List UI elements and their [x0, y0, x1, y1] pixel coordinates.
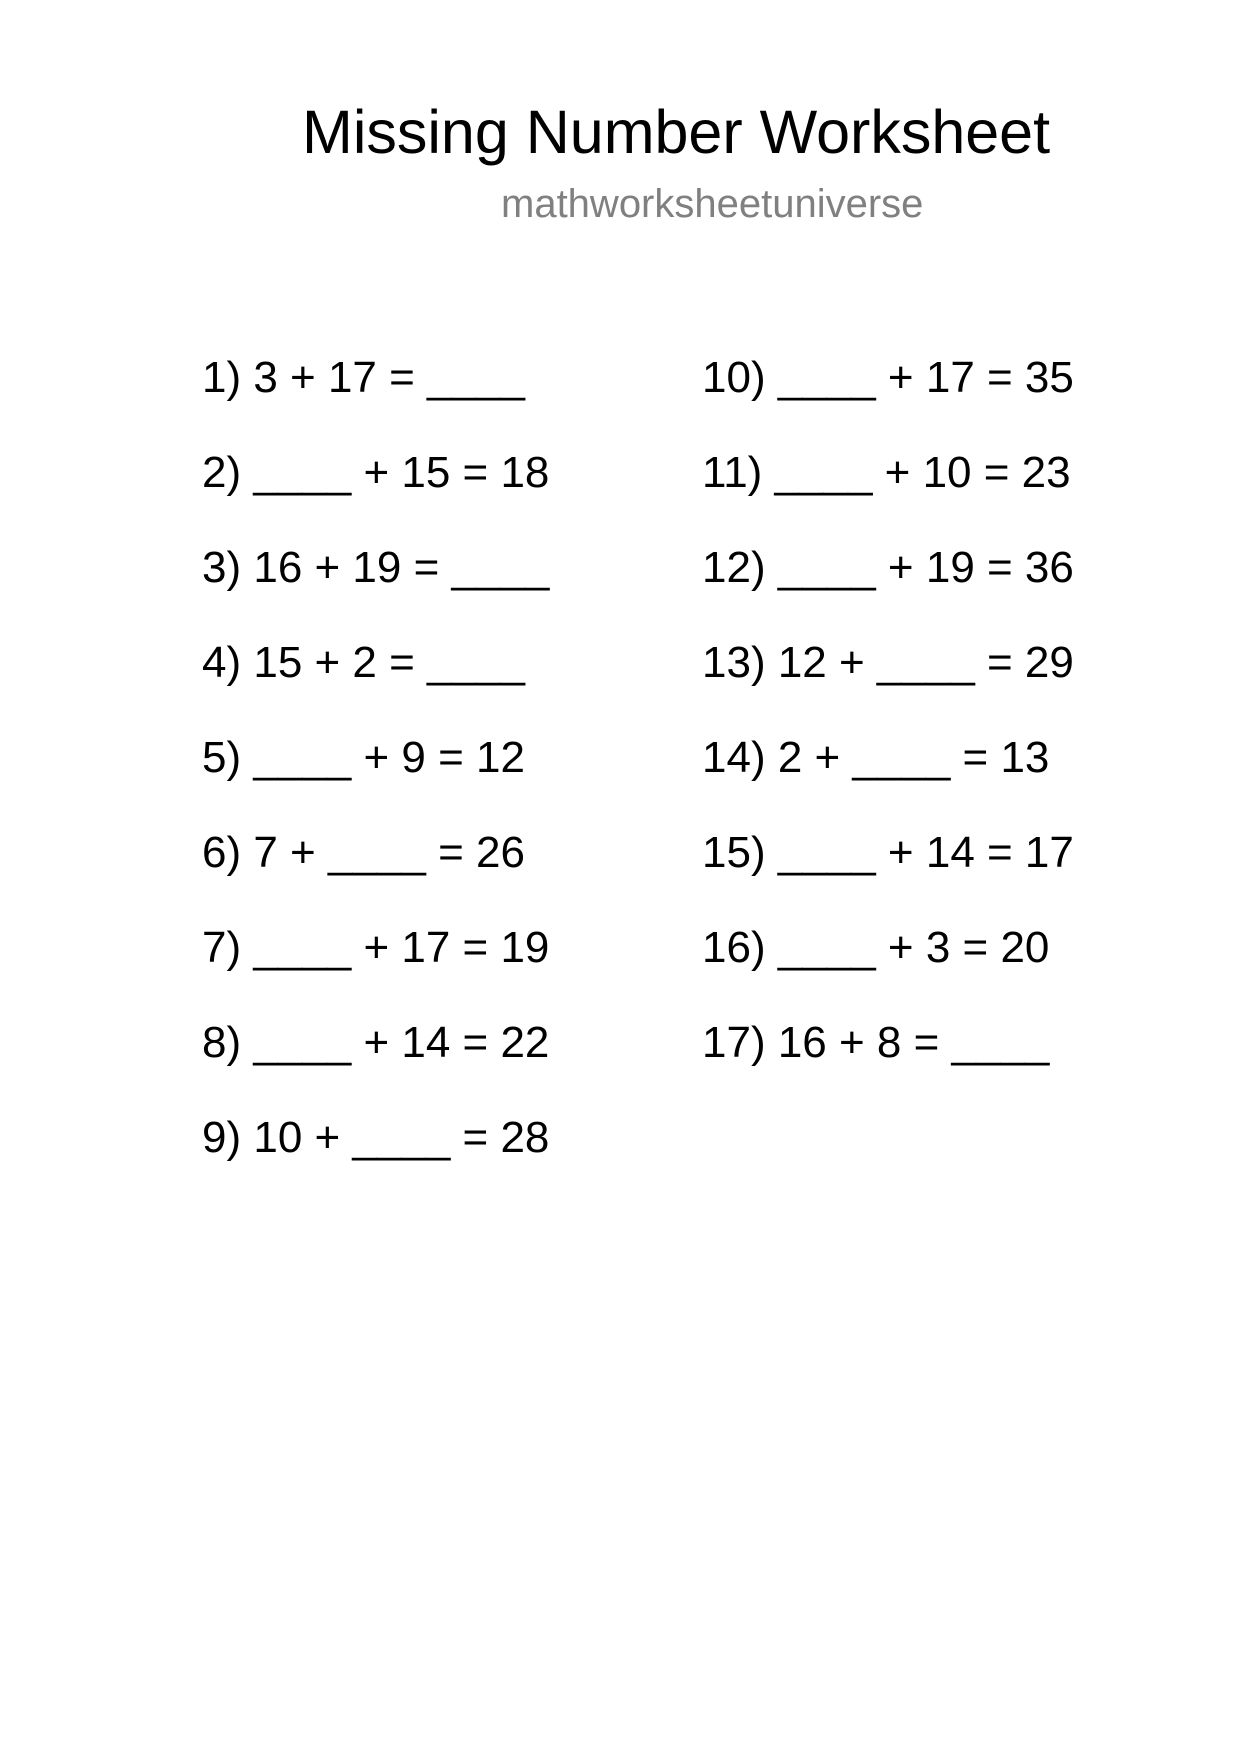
problem-10: 10) ____ + 17 = 35 — [702, 353, 1074, 402]
problem-5: 5) ____ + 9 = 12 — [202, 733, 525, 782]
worksheet-title: Missing Number Worksheet — [302, 98, 1051, 166]
problem-3: 3) 16 + 19 = ____ — [202, 543, 550, 592]
problem-8: 8) ____ + 14 = 22 — [202, 1018, 550, 1067]
problem-6: 6) 7 + ____ = 26 — [202, 828, 525, 877]
problem-11: 11) ____ + 10 = 23 — [702, 448, 1071, 497]
problem-16: 16) ____ + 3 = 20 — [702, 923, 1050, 972]
problem-12: 12) ____ + 19 = 36 — [702, 543, 1074, 592]
problem-17: 17) 16 + 8 = ____ — [702, 1018, 1050, 1067]
problem-7: 7) ____ + 17 = 19 — [202, 923, 550, 972]
problem-15: 15) ____ + 14 = 17 — [702, 828, 1074, 877]
worksheet-source-subtitle: mathworksheetuniverse — [501, 182, 924, 226]
problem-14: 14) 2 + ____ = 13 — [702, 733, 1050, 782]
problem-9: 9) 10 + ____ = 28 — [202, 1113, 550, 1162]
problem-13: 13) 12 + ____ = 29 — [702, 638, 1074, 687]
problem-1: 1) 3 + 17 = ____ — [202, 353, 525, 402]
problem-4: 4) 15 + 2 = ____ — [202, 638, 525, 687]
problem-2: 2) ____ + 15 = 18 — [202, 448, 550, 497]
